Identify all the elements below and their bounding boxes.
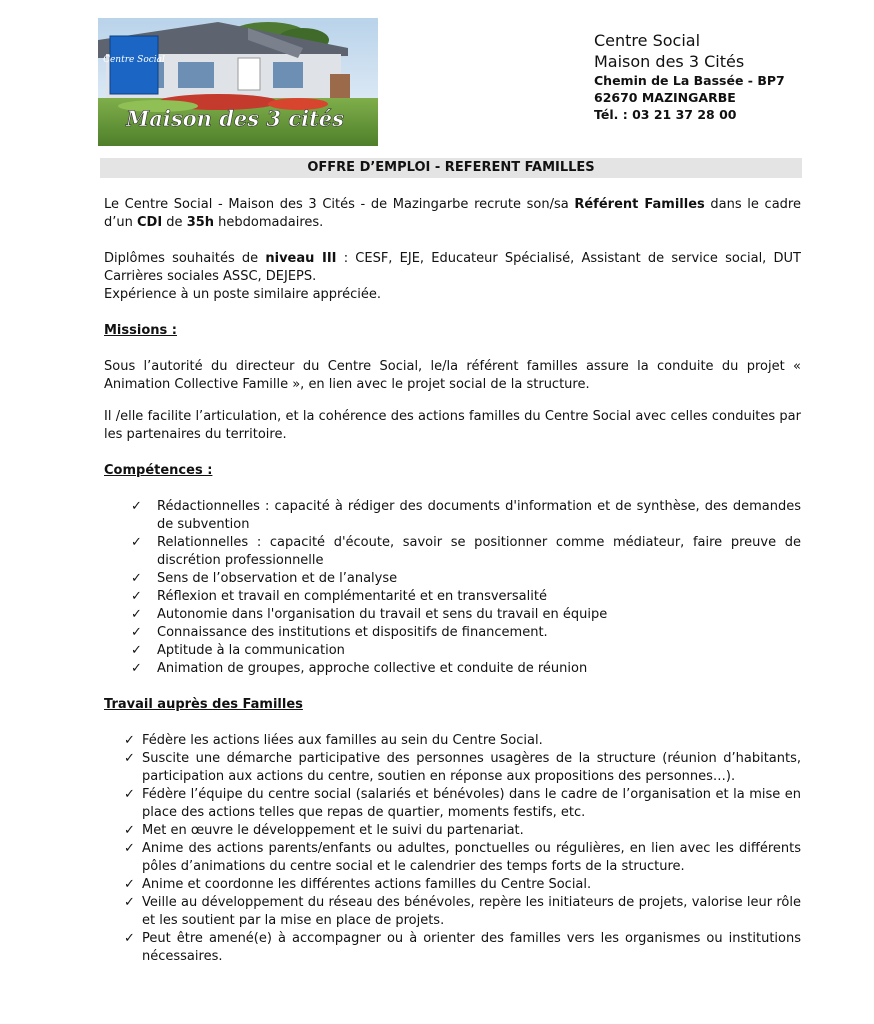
experience-paragraph: Expérience à un poste similaire appréciée.: [104, 287, 381, 302]
org-name-line-1: Centre Social: [594, 31, 701, 50]
list-item-text: Fédère les actions liées aux familles au sein du Centre Social.: [142, 733, 543, 748]
check-icon: ✓: [124, 931, 135, 946]
competences-title: Compétences :: [104, 463, 213, 478]
missions-paragraph-2: Il /elle facilite l’articulation, et la cohérence des actions familles du Centre Social avec celles conduites par les partenaires du territoire.: [104, 409, 801, 442]
list-item: [104, 732, 801, 750]
page-title: OFFRE D’EMPLOI - REFERENT FAMILLES: [100, 158, 802, 178]
check-icon: ✓: [124, 877, 135, 892]
list-item-text: Sens de l’observation et de l’analyse: [157, 571, 398, 586]
intro-text: hebdomadaires.: [214, 215, 324, 230]
check-icon: ✓: [131, 625, 142, 640]
list-item: [104, 624, 801, 642]
logo-caption: Maison des 3 cités: [126, 106, 344, 131]
list-item-text: Fédère l’équipe du centre social (salariés et bénévoles) dans le cadre de l’organisation et la mise en place des actions telles que repas de quartier, moments festifs, etc.: [142, 787, 801, 820]
check-icon: ✓: [131, 535, 142, 550]
check-icon: ✓: [131, 499, 142, 514]
list-item: [104, 894, 801, 930]
list-item: [104, 786, 801, 822]
offer-body: [104, 196, 801, 966]
address-line-2: 62670 MAZINGARBE: [594, 90, 736, 105]
list-item-text: Connaissance des institutions et dispositifs de financement.: [157, 625, 548, 640]
address-line-1: Chemin de La Bassée - BP7: [594, 73, 785, 88]
list-item: [104, 840, 801, 876]
check-icon: ✓: [124, 841, 135, 856]
phone-number: Tél. : 03 21 37 28 00: [594, 107, 737, 122]
check-icon: ✓: [131, 661, 142, 676]
check-icon: ✓: [131, 589, 142, 604]
list-item-text: Réflexion et travail en complémentarité et en transversalité: [157, 589, 547, 604]
working-hours: 35h: [186, 215, 215, 230]
list-item: [104, 750, 801, 786]
check-icon: ✓: [131, 571, 142, 586]
list-item-text: Met en œuvre le développement et le suivi du partenariat.: [142, 823, 524, 838]
list-item: [104, 930, 801, 966]
list-item: [104, 642, 801, 660]
list-item-text: Relationnelles : capacité d'écoute, savoir se positionner comme médiateur, faire preuve de discrétion professionnelle: [157, 535, 801, 568]
list-item: [104, 498, 801, 534]
missions-paragraph-1: Sous l’autorité du directeur du Centre Social, le/la référent familles assure la conduite du projet « Animation Collective Famille », en lien avec le projet social de la structure.: [104, 359, 801, 392]
list-item-text: Anime des actions parents/enfants ou adultes, ponctuelles ou régulières, en lien avec les différents pôles d’animations du centre social et le calendrier des temps forts de la structure.: [142, 841, 801, 874]
list-item-text: Aptitude à la communication: [157, 643, 345, 658]
intro-text: Le Centre Social - Maison des 3 Cités - de Mazingarbe recrute son/sa: [104, 197, 575, 212]
list-item-text: Autonomie dans l'organisation du travail et sens du travail en équipe: [157, 607, 608, 622]
list-item: [104, 876, 801, 894]
list-item-text: Animation de groupes, approche collective et conduite de réunion: [157, 661, 588, 676]
intro-text: de: [162, 215, 187, 230]
competences-list: [104, 498, 801, 678]
logo-illustration: [98, 18, 378, 146]
list-item: [104, 606, 801, 624]
check-icon: ✓: [124, 895, 135, 910]
diploma-level: niveau III: [265, 251, 337, 266]
check-icon: ✓: [124, 733, 135, 748]
intro-paragraph: [104, 196, 801, 232]
list-item: [104, 822, 801, 840]
list-item-text: Rédactionnelles : capacité à rédiger des documents d'information et de synthèse, des demandes de subvention: [157, 499, 801, 532]
list-item-text: Anime et coordonne les différentes actions familles du Centre Social.: [142, 877, 592, 892]
check-icon: ✓: [131, 643, 142, 658]
check-icon: ✓: [124, 751, 135, 766]
logo-photo: [98, 18, 378, 146]
contract-type: CDI: [137, 215, 163, 230]
check-icon: ✓: [124, 787, 135, 802]
diploma-text: : CESF, EJE, Educateur Spécialisé, Assistant de service social, DUT Carrières sociales ASSC, DEJEPS.: [104, 251, 801, 284]
list-item-text: Veille au développement du réseau des bénévoles, repère les initiateurs de projets, valorise leur rôle et les soutient par la mise en place de projets.: [142, 895, 801, 928]
list-item: [104, 534, 801, 570]
travail-title: Travail auprès des Familles: [104, 697, 303, 712]
diploma-text: Diplômes souhaités de: [104, 251, 266, 266]
logo-sign-text: Centre Social: [103, 55, 165, 65]
org-name-line-2: Maison des 3 Cités: [594, 52, 745, 71]
list-item: [104, 588, 801, 606]
intro-text: dans le cadre d’un: [104, 197, 801, 230]
list-item-text: Suscite une démarche participative des personnes usagères de la structure (réunion d’habitants, participation aux actions du centre, soutien en réponse aux propositions des personnes…).: [142, 751, 801, 784]
diploma-paragraph: [104, 250, 801, 286]
travail-list: [104, 732, 801, 966]
missions-title: Missions :: [104, 323, 177, 338]
list-item: [104, 660, 801, 678]
list-item-text: Peut être amené(e) à accompagner ou à orienter des familles vers les organismes ou institutions nécessaires.: [142, 931, 801, 964]
check-icon: ✓: [131, 607, 142, 622]
organisation-block: [594, 30, 834, 123]
job-title-emphasis: Référent Familles: [574, 197, 705, 212]
check-icon: ✓: [124, 823, 135, 838]
list-item: [104, 570, 801, 588]
